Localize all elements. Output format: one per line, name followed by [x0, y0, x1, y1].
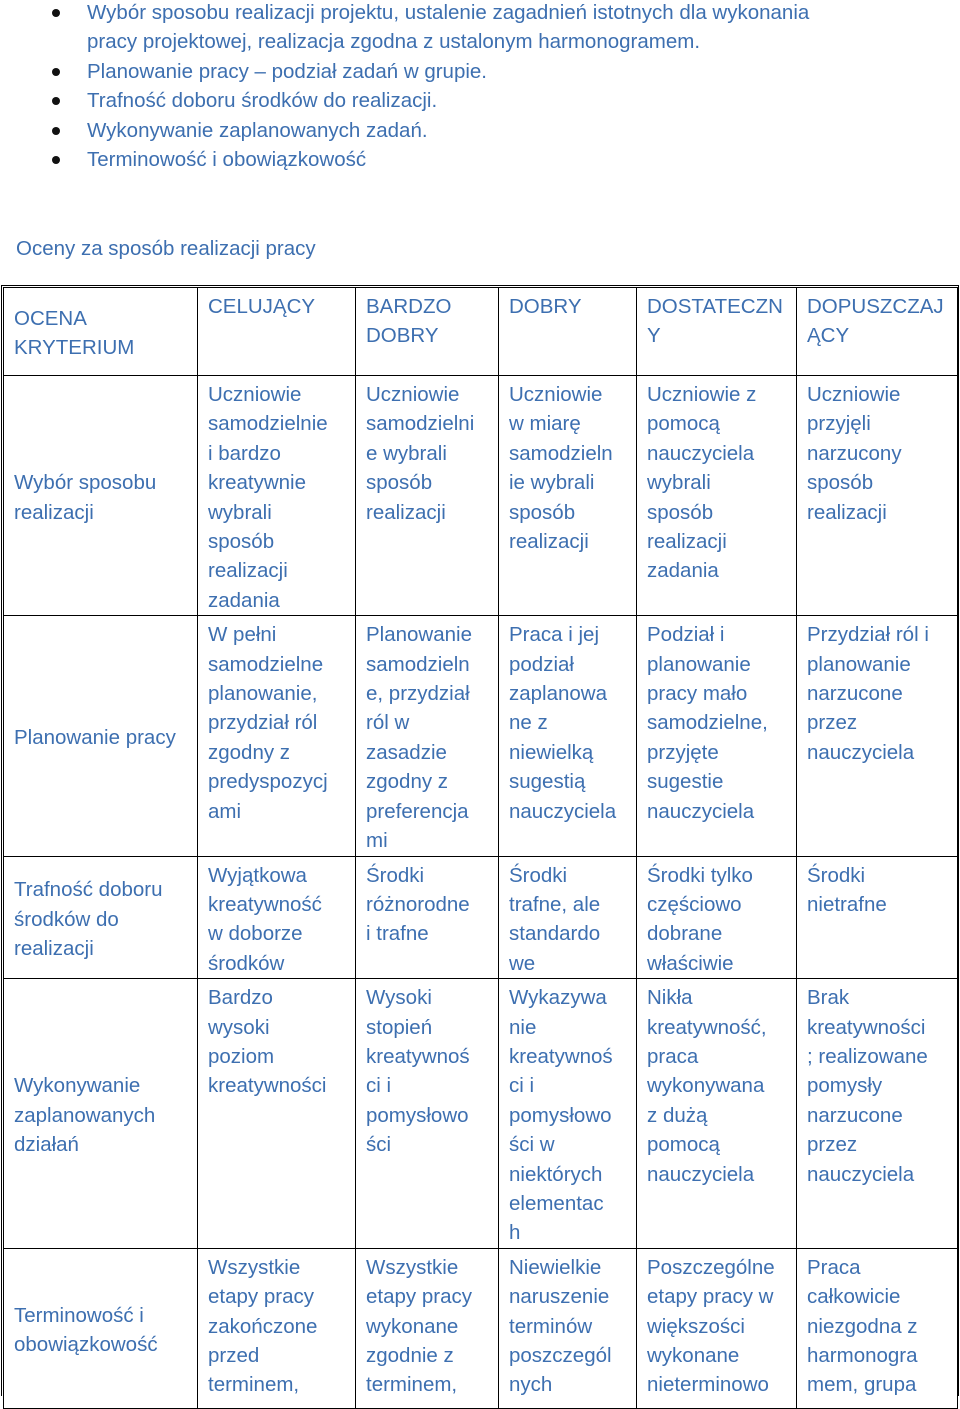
table-row: [4, 1248, 958, 1408]
table-row: [4, 979, 958, 1249]
header-grade-celujacy: CELUJĄCY: [198, 288, 356, 376]
header-grade-dopuszczajacy: DOPUSZCZAJ ĄCY: [797, 288, 958, 376]
grade-cell: Wszystkie etapy pracy wykonane zgodnie z terminem,: [356, 1248, 499, 1408]
grade-cell: Wysoki stopień kreatywnoś ci i pomysłowo ści: [356, 979, 499, 1249]
table-row: [4, 616, 958, 856]
grade-cell: Wszystkie etapy pracy zakończone przed terminem,: [198, 1248, 356, 1408]
bullet-dot-icon: [52, 156, 60, 164]
criteria-bullet-list: [50, 0, 940, 174]
grade-cell: W pełni samodzielne planowanie, przydział ról zgodny z predyspozycj ami: [198, 616, 356, 856]
bullet-text: Wykonywanie zaplanowanych zadań.: [87, 118, 428, 142]
grade-cell: Podział i planowanie pracy mało samodzielne, przyjęte sugestie nauczyciela: [637, 616, 797, 856]
grade-cell: Wykazywa nie kreatywnoś ci i pomysłowo ści w niektórych elementac h: [499, 979, 637, 1249]
grade-cell: Uczniowie z pomocą nauczyciela wybrali sposób realizacji zadania: [637, 376, 797, 616]
bullet-text: Terminowość i obowiązkowość: [87, 148, 367, 172]
criterion-cell: Wybór sposobu realizacji: [4, 376, 198, 616]
table-row: [4, 856, 958, 979]
bullet-dot-icon: [52, 9, 60, 17]
grade-cell: Środki tylko częściowo dobrane właściwie: [637, 856, 797, 979]
section-heading: Oceny za sposób realizacji pracy: [16, 237, 316, 260]
grade-cell: Niewielkie naruszenie terminów poszczegól nych: [499, 1248, 637, 1408]
table-header-row: [4, 288, 958, 376]
bullet-item: [50, 0, 940, 57]
grade-cell: Poszczególne etapy pracy w większości wykonane nieterminowo: [637, 1248, 797, 1408]
grade-cell: Planowanie samodzieln e, przydział ról w zasadzie zgodny z preferencja mi: [356, 616, 499, 856]
grade-cell: Przydział ról i planowanie narzucone przez nauczyciela: [797, 616, 958, 856]
bullet-item: [50, 116, 940, 145]
bullet-text: Planowanie pracy – podział zadań w grupie.: [87, 59, 488, 83]
grade-cell: Uczniowie w miarę samodzieln ie wybrali sposób realizacji: [499, 376, 637, 616]
criterion-cell: Wykonywanie zaplanowanych działań: [4, 979, 198, 1249]
criterion-cell: Trafność doboru środków do realizacji: [4, 856, 198, 979]
header-grade-dostateczny: DOSTATECZN Y: [637, 288, 797, 376]
grade-cell: Bardzo wysoki poziom kreatywności: [198, 979, 356, 1249]
grade-cell: Środki różnorodne i trafne: [356, 856, 499, 979]
grade-cell: Środki trafne, ale standardo we: [499, 856, 637, 979]
bullet-dot-icon: [52, 97, 60, 105]
bullet-item: [50, 145, 940, 174]
grade-cell: Uczniowie samodzielni e wybrali sposób realizacji: [356, 376, 499, 616]
table-row: [4, 376, 958, 616]
bullet-item: [50, 86, 940, 115]
bullet-text: Trafność doboru środków do realizacji.: [87, 89, 438, 113]
grade-cell: Uczniowie przyjęli narzucony sposób realizacji: [797, 376, 958, 616]
grading-table: [3, 287, 958, 1409]
grade-cell: Praca i jej podział zaplanowa ne z niewielką sugestią nauczyciela: [499, 616, 637, 856]
header-criterion-cell: OCENA KRYTERIUM: [4, 288, 198, 376]
bullet-dot-icon: [52, 127, 60, 135]
grade-cell: Wyjątkowa kreatywność w doborze środków: [198, 856, 356, 979]
criterion-cell: Planowanie pracy: [4, 616, 198, 856]
grade-cell: Brak kreatywności ; realizowane pomysły narzucone przez nauczyciela: [797, 979, 958, 1249]
bullet-text: Wybór sposobu realizacji projektu, ustalenie zagadnień istotnych dla wykonania pracy projektowej, realizacja zgodna z ustalonym harmonogramem.: [87, 1, 810, 54]
criterion-cell: Terminowość i obowiązkowość: [4, 1248, 198, 1408]
grade-cell: Nikła kreatywność, praca wykonywana z dużą pomocą nauczyciela: [637, 979, 797, 1249]
bullet-dot-icon: [52, 68, 60, 76]
grade-cell: Praca całkowicie niezgodna z harmonogra mem, grupa: [797, 1248, 958, 1408]
bullet-item: [50, 57, 940, 86]
header-grade-bardzo-dobry: BARDZO DOBRY: [356, 288, 499, 376]
grade-cell: Uczniowie samodzielnie i bardzo kreatywnie wybrali sposób realizacji zadania: [198, 376, 356, 616]
header-grade-dobry: DOBRY: [499, 288, 637, 376]
grade-cell: Środki nietrafne: [797, 856, 958, 979]
